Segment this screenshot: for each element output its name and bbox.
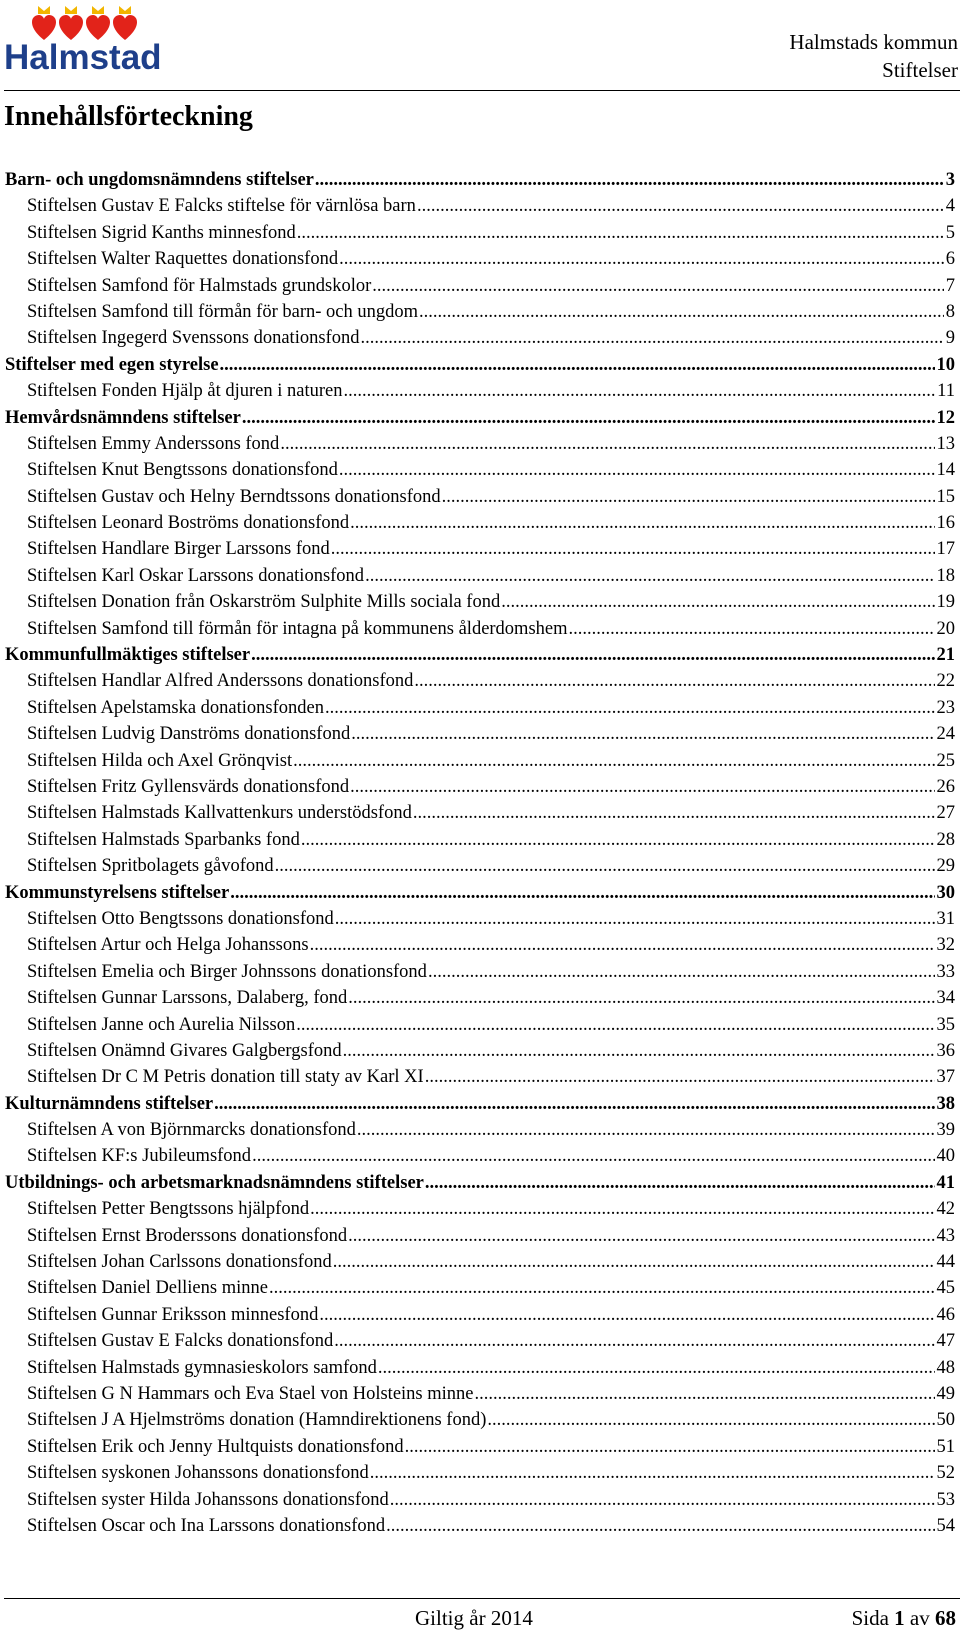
toc-entry-page: 32 [936,935,955,956]
toc-dot-leader [296,220,944,246]
toc-entry-page: 3 [945,170,955,190]
toc-dot-leader [474,1381,935,1407]
toc-entry-label: Stiftelsen Otto Bengtssons donationsfond [27,908,334,929]
toc-entry-page: 54 [936,1515,955,1536]
toc-entry-page: 9 [945,328,955,349]
toc-section-entry[interactable] [5,167,955,193]
toc-entry[interactable] [5,1460,955,1486]
toc-dot-leader [412,800,935,826]
toc-entry-page: 46 [936,1304,955,1325]
toc-entry-page: 5 [945,222,955,243]
toc-entry[interactable] [5,774,955,800]
toc-entry-label: Stiftelsen A von Björnmarcks donationsfond [27,1120,356,1141]
toc-dot-leader [424,1064,935,1090]
toc-entry[interactable] [5,906,955,932]
header-divider [4,90,960,91]
toc-entry-label: Stiftelsen Samfond till förmån för intagna på kommunens ålderdomshem [27,618,568,639]
toc-entry[interactable] [5,1223,955,1249]
toc-dot-leader [404,1434,935,1460]
toc-entry-label: Stiftelsen Leonard Boströms donationsfond [27,513,350,534]
toc-entry-label: Stiftelsen Karl Oskar Larssons donationsfond [27,565,365,586]
toc-entry[interactable] [5,800,955,826]
toc-entry[interactable] [5,1064,955,1090]
toc-dot-leader [364,563,934,589]
toc-entry[interactable] [5,1381,955,1407]
toc-entry[interactable] [5,1117,955,1143]
toc-entry-label: Kommunfullmäktiges stiftelser [5,645,251,666]
toc-entry-page: 20 [936,618,955,639]
footer-page-total: 68 [935,1606,956,1630]
toc-section-entry[interactable] [5,880,955,906]
toc-dot-leader [342,378,935,404]
toc-entry[interactable] [5,484,955,510]
toc-entry-label: Stiftelsen Gustav och Helny Berndtssons donationsfond [27,486,441,507]
toc-entry-label: Stiftelsen Oscar och Ina Larssons donationsfond [27,1515,386,1536]
toc-section-entry[interactable] [5,1170,955,1196]
toc-entry[interactable] [5,695,955,721]
toc-entry-page: 23 [936,697,955,718]
toc-dot-leader [486,1407,934,1433]
toc-entry-page: 47 [936,1331,955,1352]
toc-dot-leader [349,510,934,536]
toc-dot-leader [309,1196,934,1222]
toc-entry-page: 11 [937,381,955,402]
toc-entry[interactable] [5,1249,955,1275]
toc-entry[interactable] [5,1407,955,1433]
toc-entry-page: 28 [936,829,955,850]
toc-entry-page: 15 [936,486,955,507]
toc-entry-label: Stiftelsen Knut Bengtssons donationsfond [27,460,338,481]
toc-dot-leader [369,1460,935,1486]
toc-entry-label: Stiftelsen Donation från Oskarström Sulphite Mills sociala fond [27,592,501,613]
toc-entry-label: Stiftelsen Petter Bengtssons hjälpfond [27,1199,310,1220]
toc-entry-page: 34 [936,988,955,1009]
toc-entry-page: 49 [936,1383,955,1404]
toc-entry[interactable] [5,1196,955,1222]
toc-entry-label: Stiftelsen Gunnar Larssons, Dalaberg, fond [27,988,348,1009]
toc-entry-page: 39 [936,1120,955,1141]
toc-entry-label: Stiftelsen Ingegerd Svenssons donationsfond [27,328,360,349]
toc-entry[interactable] [5,721,955,747]
toc-entry-label: Stiftelsen Hilda och Axel Grönqvist [27,750,293,771]
logo-wordmark: Halmstad [4,38,162,74]
toc-dot-leader [416,193,944,219]
toc-entry-label: Stiftelsen Fonden Hjälp åt djuren i naturen [27,381,343,402]
toc-entry-page: 29 [936,856,955,877]
footer-validity: Giltig år 2014 [415,1606,533,1630]
toc-dot-leader [213,1091,934,1117]
toc-entry-label: Stiftelsen Halmstads Sparbanks fond [27,829,300,850]
toc-entry-page: 17 [936,539,955,560]
toc-entry[interactable] [5,299,955,325]
toc-dot-leader [274,853,935,879]
toc-entry-label: Stiftelsen Handlar Alfred Anderssons donationsfond [27,671,414,692]
toc-entry[interactable] [5,536,955,562]
toc-entry-label: Stiftelsen syskonen Johanssons donationsfond [27,1463,369,1484]
toc-section-entry[interactable] [5,1091,955,1117]
toc-entry-label: Stiftelsen Daniel Delliens minne [27,1278,268,1299]
toc-dot-leader [292,748,934,774]
toc-entry-label: Utbildnings- och arbetsmarknadsnämndens stiftelser [5,1172,424,1193]
footer-divider [4,1598,960,1599]
toc-entry-page: 36 [936,1040,955,1061]
toc-dot-leader [424,1170,935,1196]
footer-page-number [852,1604,956,1632]
toc-entry-page: 4 [945,196,955,217]
toc-entry[interactable] [5,668,955,694]
toc-entry[interactable] [5,1143,955,1169]
toc-dot-leader [441,484,935,510]
page-header [0,0,960,92]
toc-entry[interactable] [5,985,955,1011]
toc-entry-label: Stiftelsen Gustav E Falcks donationsfond [27,1331,334,1352]
toc-section-entry[interactable] [5,405,955,431]
toc-entry-page: 25 [936,750,955,771]
toc-entry[interactable] [5,431,955,457]
toc-dot-leader [324,695,935,721]
toc-entry[interactable] [5,457,955,483]
toc-section-entry[interactable] [5,642,955,668]
toc-entry[interactable] [5,748,955,774]
toc-entry-page: 24 [936,724,955,745]
toc-entry-page: 10 [936,354,955,375]
toc-entry-label: Stiftelsen Onämnd Givares Galgbergsfond [27,1040,342,1061]
toc-entry[interactable] [5,1355,955,1381]
toc-dot-leader [251,1143,934,1169]
toc-dot-leader [338,246,944,272]
toc-entry-page: 6 [945,249,955,270]
toc-dot-leader [427,959,935,985]
toc-entry-label: Stiftelsen Emelia och Birger Johnssons donationsfond [27,961,427,982]
footer-page-prefix: Sida [851,1606,895,1630]
toc-entry-label: Stiftelsen Samfond för Halmstads grundskolor [27,275,372,296]
toc-dot-leader [342,1038,935,1064]
toc-dot-leader [219,352,935,378]
toc-entry-page: 22 [936,671,955,692]
toc-entry[interactable] [5,1302,955,1328]
toc-entry[interactable] [5,1012,955,1038]
toc-entry[interactable] [5,959,955,985]
toc-entry-page: 12 [936,407,955,428]
toc-dot-leader [349,774,934,800]
toc-entry[interactable] [5,325,955,351]
toc-entry-page: 33 [936,961,955,982]
toc-entry-page: 48 [936,1357,955,1378]
logo-hearts-icon [32,15,137,40]
toc-entry-page: 7 [945,275,955,296]
toc-entry-label: Stiftelsen Samfond till förmån för barn- och ungdom [27,301,418,322]
toc-entry-page: 16 [936,513,955,534]
toc-entry[interactable] [5,510,955,536]
toc-entry-label: Stiftelsen Emmy Anderssons fond [27,433,280,454]
toc-entry-page: 38 [936,1093,955,1114]
toc-entry[interactable] [5,1513,955,1539]
toc-entry-label: Stiftelsen Johan Carlssons donationsfond [27,1252,332,1273]
toc-dot-leader [500,589,934,615]
toc-entry-page: 35 [936,1014,955,1035]
toc-dot-leader [250,642,934,668]
header-doc-title: Stiftelser [882,58,958,82]
header-meta [789,28,958,84]
halmstad-logo [4,2,168,74]
toc-dot-leader [338,457,935,483]
toc-entry[interactable] [5,1038,955,1064]
toc-entry-label: Stiftelsen Halmstads Kallvattenkurs understödsfond [27,803,412,824]
toc-entry-page: 18 [936,565,955,586]
toc-entry[interactable] [5,1328,955,1354]
toc-entry-label: Stiftelsen Janne och Aurelia Nilsson [27,1014,296,1035]
toc-entry-label: Stiftelsen J A Hjelmströms donation (Hamndirektionens fond) [27,1410,487,1431]
table-of-contents [5,167,955,1539]
toc-entry-page: 14 [936,460,955,481]
toc-entry-page: 40 [936,1146,955,1167]
toc-entry-label: Stiftelser med egen styrelse [5,354,219,375]
toc-entry-label: Stiftelsen Spritbolagets gåvofond [27,856,274,877]
toc-dot-leader [314,167,944,193]
toc-entry-label: Hemvårdsnämndens stiftelser [5,407,241,428]
toc-dot-leader [385,1513,934,1539]
toc-dot-leader [268,1275,935,1301]
toc-entry-page: 27 [936,803,955,824]
toc-entry-label: Stiftelsen Sigrid Kanths minnesfond [27,222,296,243]
toc-entry[interactable] [5,220,955,246]
footer-page-current: 1 [894,1606,905,1630]
toc-entry[interactable] [5,589,955,615]
toc-entry-label: Stiftelsen Fritz Gyllensvärds donationsfond [27,776,350,797]
toc-entry-page: 31 [936,908,955,929]
toc-dot-leader [371,273,943,299]
toc-entry[interactable] [5,1275,955,1301]
toc-dot-leader [295,1012,934,1038]
toc-entry-label: Kommunstyrelsens stiftelser [5,882,230,903]
toc-entry-label: Stiftelsen Apelstamska donationsfonden [27,697,324,718]
toc-entry-page: 30 [936,882,955,903]
toc-entry-page: 41 [936,1172,955,1193]
toc-entry[interactable] [5,853,955,879]
toc-dot-leader [300,827,935,853]
toc-entry-label: Stiftelsen Handlare Birger Larssons fond [27,539,330,560]
toc-entry-label: Stiftelsen Gunnar Eriksson minnesfond [27,1304,319,1325]
toc-dot-leader [418,299,944,325]
toc-entry-page: 43 [936,1225,955,1246]
toc-dot-leader [318,1302,934,1328]
toc-entry[interactable] [5,378,955,404]
toc-dot-leader [332,1249,935,1275]
toc-entry-label: Stiftelsen syster Hilda Johanssons donationsfond [27,1489,389,1510]
toc-dot-leader [330,536,935,562]
toc-dot-leader [350,721,934,747]
toc-entry-label: Kulturnämndens stiftelser [5,1093,214,1114]
toc-dot-leader [568,616,935,642]
toc-entry-page: 45 [936,1278,955,1299]
toc-dot-leader [241,405,935,431]
toc-entry-page: 44 [936,1252,955,1273]
toc-dot-leader [389,1487,935,1513]
toc-entry-page: 37 [936,1067,955,1088]
toc-entry[interactable] [5,563,955,589]
toc-entry-label: Stiftelsen Artur och Helga Johanssons [27,935,309,956]
toc-entry-label: Stiftelsen Gustav E Falcks stiftelse för värnlösa barn [27,196,416,217]
toc-entry-page: 50 [936,1410,955,1431]
toc-entry-label: Stiftelsen Walter Raquettes donationsfond [27,249,339,270]
toc-title: Innehållsförteckning [4,101,253,132]
toc-section-entry[interactable] [5,352,955,378]
toc-entry-page: 52 [936,1463,955,1484]
toc-entry-label: Stiftelsen Ernst Broderssons donationsfond [27,1225,348,1246]
toc-entry[interactable] [5,827,955,853]
header-org: Halmstads kommun [789,30,958,54]
logo-crowns-icon [38,6,131,14]
toc-entry-page: 21 [936,645,955,666]
toc-dot-leader [333,1328,934,1354]
toc-entry-label: Barn- och ungdomsnämndens stiftelser [5,170,314,190]
toc-dot-leader [413,668,934,694]
toc-dot-leader [229,880,934,906]
toc-entry[interactable] [5,273,955,299]
toc-entry[interactable] [5,616,955,642]
toc-entry-page: 13 [936,433,955,454]
toc-entry-page: 26 [936,776,955,797]
toc-dot-leader [377,1355,935,1381]
toc-entry-page: 19 [936,592,955,613]
toc-entry[interactable] [5,1434,955,1460]
toc-entry-label: Stiftelsen Dr C M Petris donation till staty av Karl XI [27,1067,424,1088]
toc-entry[interactable] [5,193,955,219]
toc-dot-leader [347,1223,934,1249]
toc-entry[interactable] [5,932,955,958]
footer-page-mid: av [904,1606,935,1630]
toc-dot-leader [309,932,935,958]
toc-dot-leader [279,431,934,457]
toc-dot-leader [334,906,935,932]
toc-dot-leader [356,1117,935,1143]
toc-entry-page: 42 [936,1199,955,1220]
toc-entry-label: Stiftelsen KF:s Jubileumsfond [27,1146,252,1167]
toc-entry-label: Stiftelsen Ludvig Danströms donationsfond [27,724,351,745]
toc-entry-label: Stiftelsen G N Hammars och Eva Stael von Holsteins minne [27,1383,474,1404]
toc-entry[interactable] [5,1487,955,1513]
toc-entry-page: 51 [936,1436,955,1457]
toc-entry-page: 8 [945,301,955,322]
toc-dot-leader [359,325,943,351]
toc-entry-label: Stiftelsen Halmstads gymnasieskolors samfond [27,1357,377,1378]
toc-entry-label: Stiftelsen Erik och Jenny Hultquists donationsfond [27,1436,404,1457]
toc-dot-leader [347,985,934,1011]
toc-entry-page: 53 [936,1489,955,1510]
toc-entry[interactable] [5,246,955,272]
